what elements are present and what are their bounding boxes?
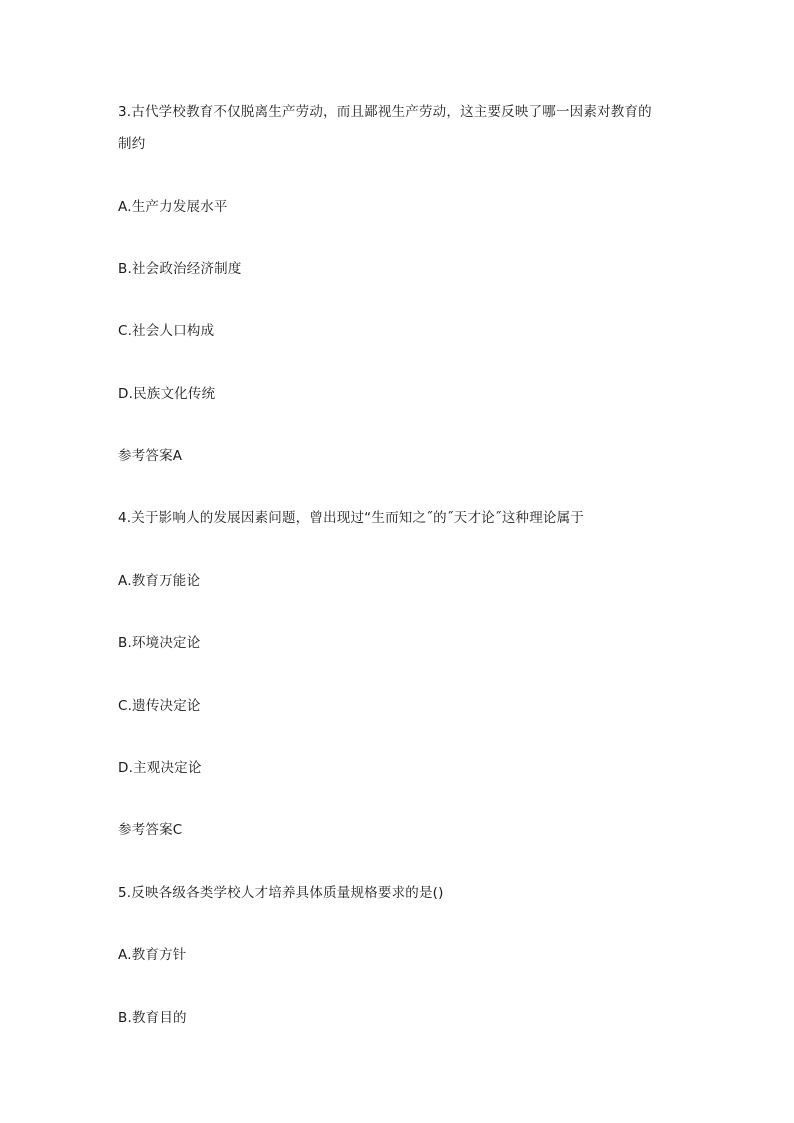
question-5-option-a: A.教育方针 [118,947,187,963]
question-3-stem-line-2: 制约 [118,136,146,152]
question-3-option-d: D.民族文化传统 [118,386,216,402]
question-3-stem-line-1: 3.古代学校教育不仅脱离生产劳动，而且鄙视生产劳动，这主要反映了哪一因素对教育的 [118,104,652,120]
question-4-option-a: A.教育万能论 [118,573,201,589]
question-4-answer: 参考答案C [118,822,183,838]
question-3-option-b: B.社会政治经济制度 [118,261,242,277]
question-5-option-b: B.教育目的 [118,1010,187,1026]
question-3-option-c: C.社会人口构成 [118,323,215,339]
question-3-answer: 参考答案A [118,448,183,464]
question-5-stem-line-1: 5.反映各级各类学校人才培养具体质量规格要求的是() [118,885,444,901]
question-4-stem-line-1: 4.关于影响人的发展因素问题，曾出现过“生而知之˝的˝天才论˝这种理论属于 [118,510,585,526]
question-4-option-b: B.环境决定论 [118,635,201,651]
question-4-option-d: D.主观决定论 [118,760,202,776]
question-3-option-a: A.生产力发展水平 [118,199,228,215]
question-4-option-c: C.遗传决定论 [118,698,201,714]
